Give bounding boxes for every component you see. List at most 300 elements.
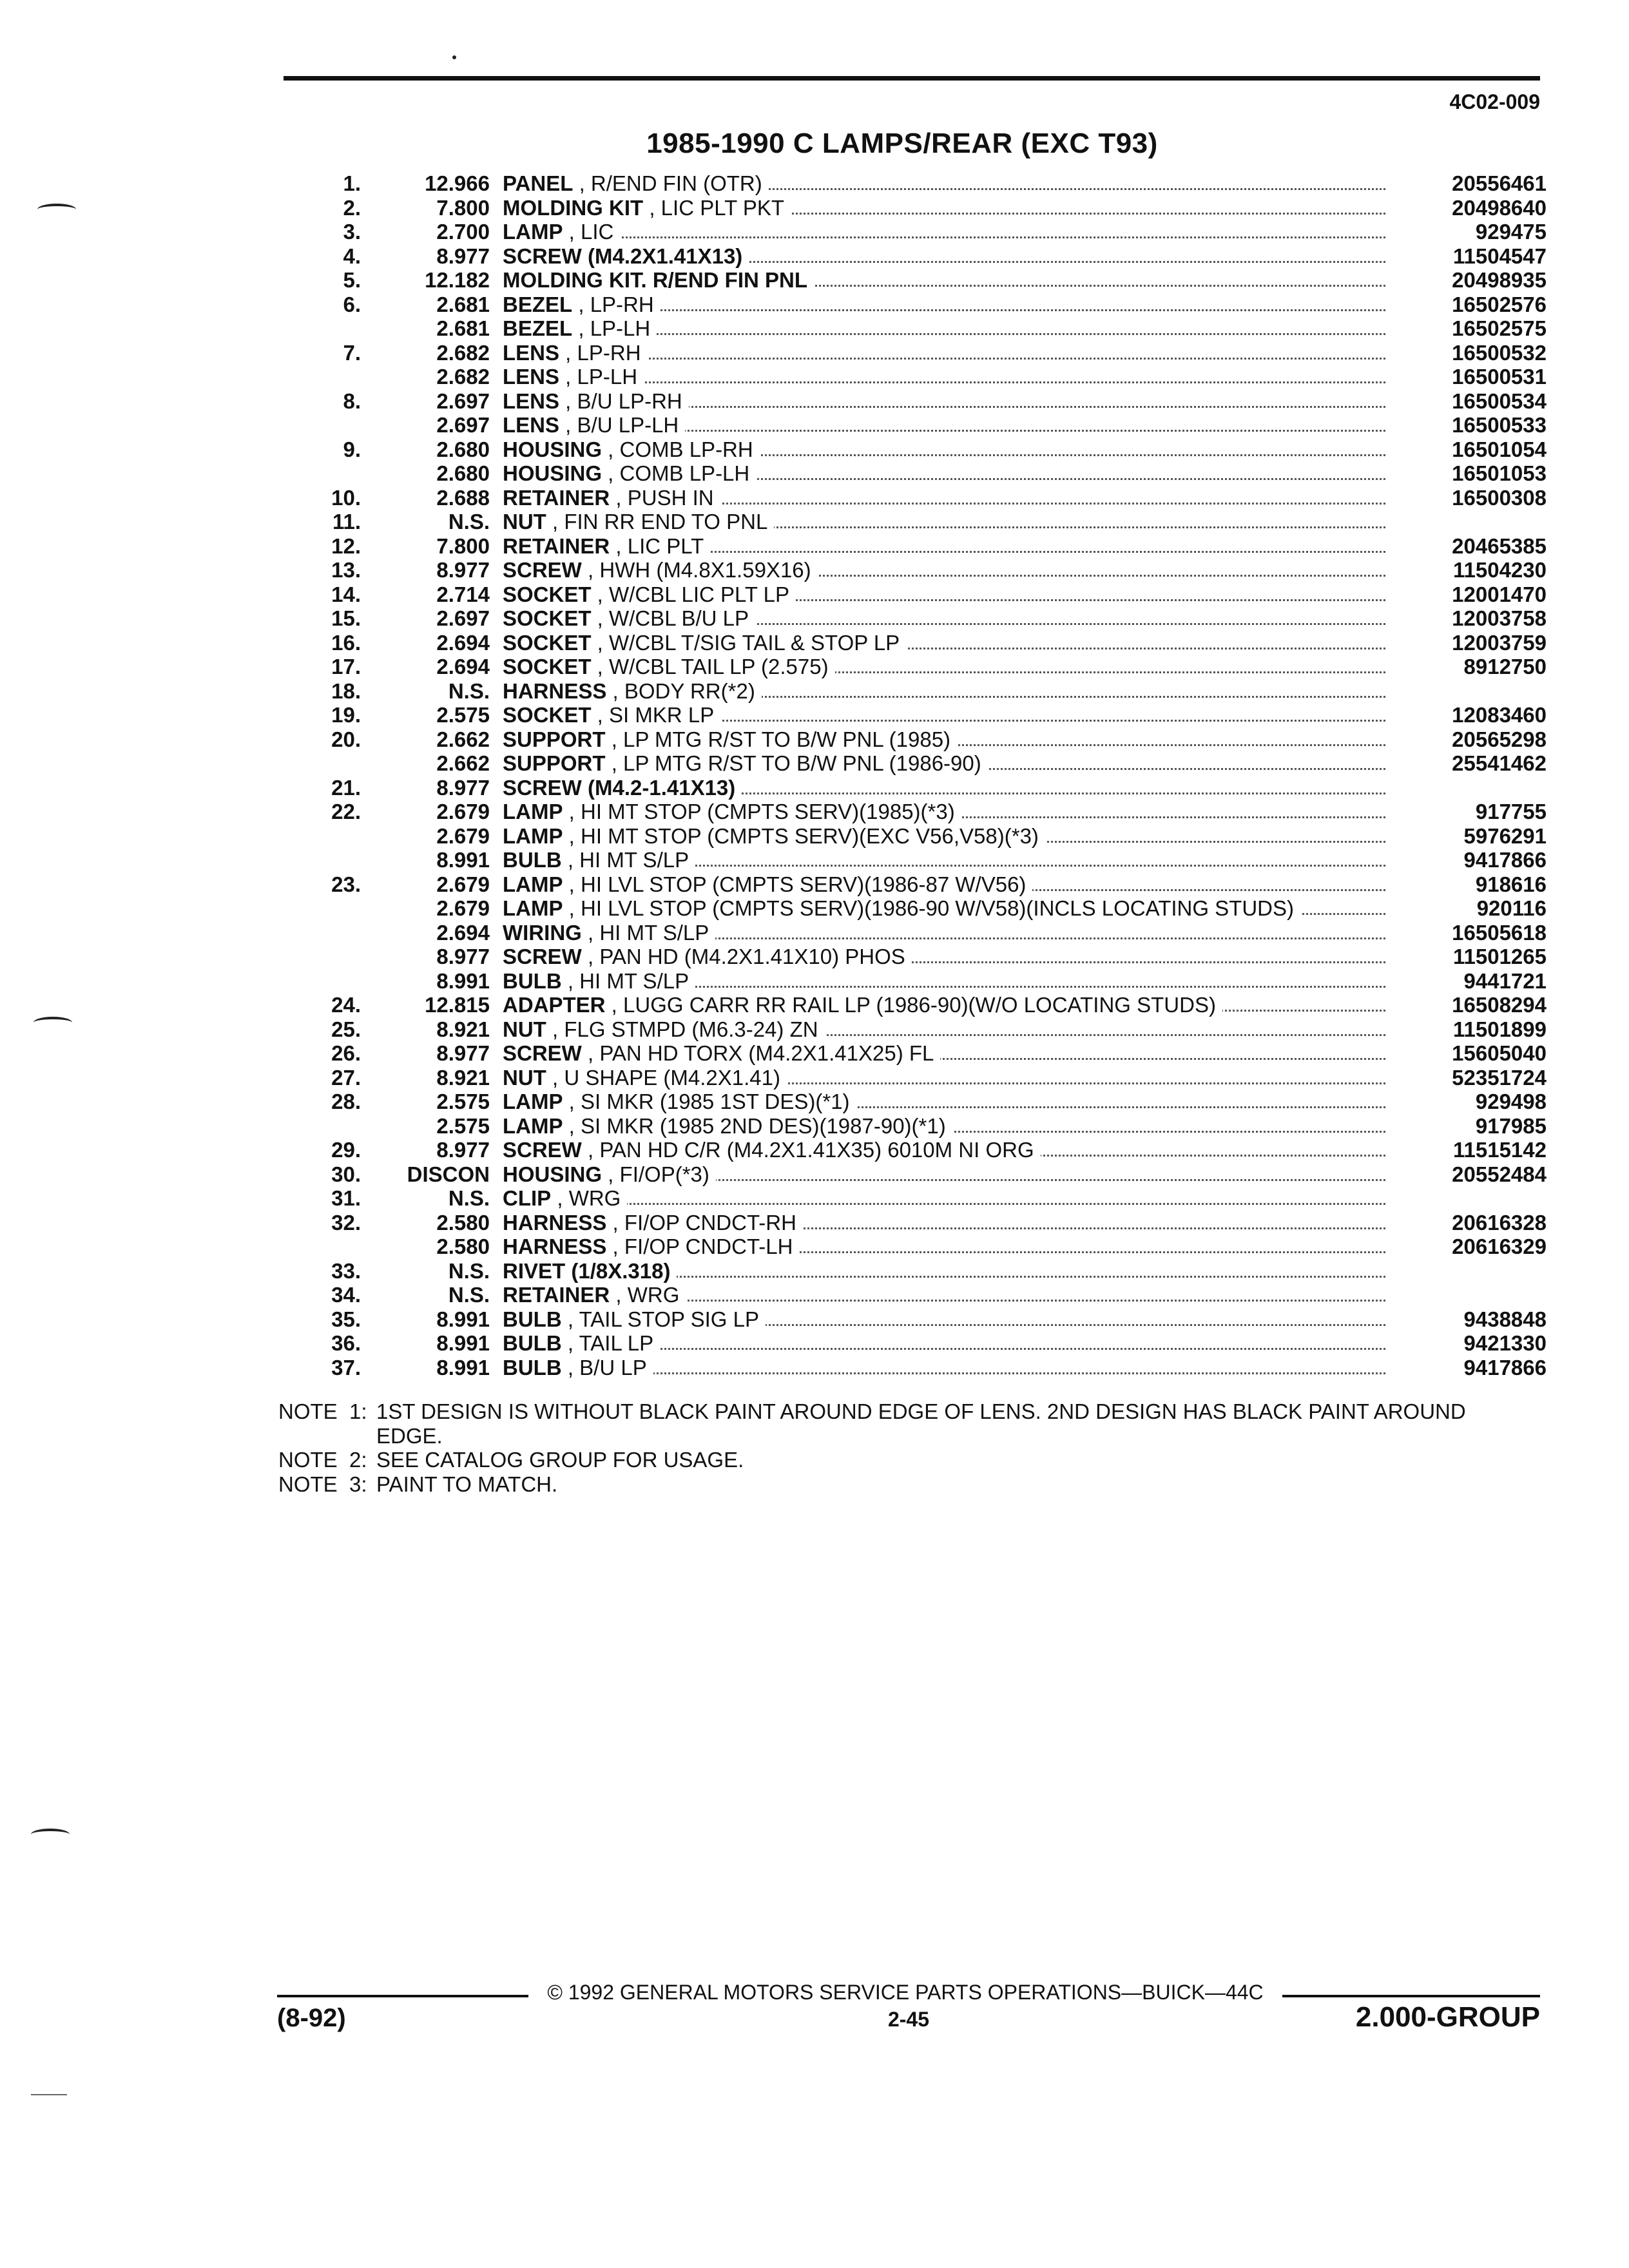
- parts-row: [290, 1331, 1547, 1356]
- parts-row: [290, 461, 1547, 486]
- part-number: 16500308: [1392, 486, 1547, 510]
- group-number: 8.977: [436, 775, 490, 800]
- group-number: 2.681: [436, 292, 490, 316]
- part-number: 918616: [1392, 872, 1547, 897]
- name-separator: ,: [563, 220, 581, 244]
- part-description: [503, 800, 961, 824]
- parts-row: [290, 800, 1547, 824]
- part-description: [503, 341, 648, 365]
- part-description: [503, 896, 1300, 921]
- part-detail: PAN HD (M4.2X1.41X10) PHOS: [599, 945, 905, 968]
- group-number: 12.966: [425, 171, 490, 195]
- part-description: [503, 461, 756, 486]
- part-number: 12003758: [1392, 606, 1547, 631]
- name-separator: ,: [643, 195, 661, 220]
- parts-row: [290, 413, 1547, 437]
- part-description: [503, 389, 689, 414]
- part-name: BEZEL: [503, 316, 573, 340]
- group-number: 7.800: [436, 195, 490, 220]
- name-separator: ,: [559, 413, 577, 437]
- part-description: [503, 1138, 1041, 1162]
- part-name: BULB: [503, 1355, 562, 1379]
- part-detail: HI MT S/LP: [579, 968, 689, 993]
- item-ref-number: 36.: [331, 1331, 361, 1355]
- group-number: 7.800: [436, 533, 490, 558]
- part-detail: TAIL LP: [579, 1331, 654, 1355]
- part-detail: PAN HD TORX (M4.2X1.41X25) FL: [599, 1041, 934, 1065]
- part-name: CLIP: [503, 1186, 552, 1210]
- group-number: 12.815: [425, 993, 490, 1017]
- part-description: [503, 1259, 677, 1283]
- part-name: BULB: [503, 848, 562, 872]
- name-separator: ,: [563, 872, 581, 896]
- note-label: NOTE 3:: [278, 1472, 367, 1496]
- part-name: LENS: [503, 340, 560, 365]
- part-name: SCREW: [503, 945, 582, 968]
- part-number: 20465385: [1392, 534, 1547, 559]
- group-number: 2.679: [436, 823, 490, 848]
- parts-row: [290, 316, 1547, 341]
- item-ref-number: 21.: [331, 775, 361, 800]
- part-description: [503, 848, 695, 872]
- name-separator: ,: [563, 896, 581, 920]
- part-number: 16502575: [1392, 316, 1547, 341]
- group-number: 8.977: [436, 244, 490, 268]
- item-ref-number: 24.: [331, 993, 361, 1017]
- part-description: [503, 413, 685, 437]
- part-description: [503, 776, 742, 800]
- name-separator: ,: [581, 945, 600, 968]
- parts-row: [290, 558, 1547, 582]
- name-separator: ,: [546, 510, 564, 533]
- name-separator: ,: [546, 1065, 564, 1090]
- part-description: [503, 582, 796, 607]
- part-number: 25541462: [1392, 751, 1547, 776]
- parts-row: [290, 993, 1547, 1017]
- part-number: 52351724: [1392, 1066, 1547, 1090]
- part-name: MOLDING KIT: [503, 195, 644, 220]
- part-number: 920116: [1392, 896, 1547, 921]
- note-text: 1ST DESIGN IS WITHOUT BLACK PAINT AROUND EDGE OF LENS. 2ND DESIGN HAS BLACK PAINT AROUND EDGE.: [376, 1399, 1466, 1448]
- part-detail: FI/OP(*3): [619, 1162, 709, 1186]
- part-name: LAMP: [503, 823, 563, 848]
- group-number: 8.921: [436, 1065, 490, 1090]
- parts-row: [290, 969, 1547, 994]
- name-separator: ,: [561, 1355, 580, 1379]
- part-number: 9421330: [1392, 1331, 1547, 1356]
- part-number: 8912750: [1392, 655, 1547, 679]
- page-title: 1985-1990 C LAMPS/REAR (EXC T93): [646, 128, 1158, 159]
- item-ref-number: 22.: [331, 800, 361, 823]
- name-separator: ,: [581, 1138, 600, 1162]
- parts-row: [290, 486, 1547, 510]
- part-name: SOCKET: [503, 703, 592, 727]
- group-number: 2.681: [436, 316, 490, 340]
- part-description: [503, 1307, 766, 1332]
- parts-row: [290, 776, 1547, 800]
- part-description: [503, 703, 720, 727]
- item-ref-number: 25.: [331, 1017, 361, 1041]
- part-description: [503, 1162, 716, 1187]
- part-description: [503, 872, 1032, 897]
- name-separator: ,: [563, 1090, 581, 1113]
- part-number: 20552484: [1392, 1162, 1547, 1187]
- part-name: SCREW (M4.2X1.41X13): [503, 244, 743, 268]
- item-ref-number: 12.: [331, 533, 361, 558]
- group-number: 2.700: [436, 220, 490, 244]
- part-description: [503, 1090, 856, 1114]
- part-detail: LP-LH: [590, 316, 651, 340]
- item-ref-number: 20.: [331, 727, 361, 751]
- group-number: 2.679: [436, 896, 490, 920]
- group-number: 2.575: [436, 1113, 490, 1138]
- part-description: [503, 486, 720, 510]
- group-number: 8.991: [436, 968, 490, 993]
- item-ref-number: 2.: [343, 195, 361, 220]
- note-text: SEE CATALOG GROUP FOR USAGE.: [376, 1448, 744, 1472]
- name-separator: ,: [605, 751, 624, 775]
- part-detail: W/CBL LIC PLT LP: [609, 582, 790, 606]
- name-separator: ,: [606, 1210, 624, 1235]
- group-number: 2.697: [436, 413, 490, 437]
- item-ref-number: 15.: [331, 606, 361, 630]
- parts-row: [290, 1356, 1547, 1380]
- footer-copyright: © 1992 GENERAL MOTORS SERVICE PARTS OPERATIONS—BUICK—44C: [547, 1981, 1264, 2004]
- part-number: 9417866: [1392, 1356, 1547, 1380]
- part-number: 20616329: [1392, 1235, 1547, 1259]
- parts-row: [290, 1114, 1547, 1139]
- item-ref-number: 32.: [331, 1210, 361, 1235]
- parts-row: [290, 534, 1547, 559]
- part-number: 9438848: [1392, 1307, 1547, 1332]
- page-code: 4C02-009: [1449, 90, 1540, 113]
- name-separator: ,: [572, 316, 590, 340]
- part-number: 11515142: [1392, 1138, 1547, 1162]
- item-ref-number: 14.: [331, 582, 361, 606]
- part-number: 917985: [1392, 1114, 1547, 1139]
- group-number: N.S.: [448, 678, 490, 703]
- group-number: 2.714: [436, 582, 490, 606]
- part-detail: LP MTG R/ST TO B/W PNL (1985): [623, 727, 951, 751]
- binder-hole-mark: [31, 1829, 70, 1840]
- name-separator: ,: [581, 558, 600, 582]
- parts-row: [290, 945, 1547, 969]
- item-ref-number: 10.: [331, 485, 361, 510]
- item-ref-number: 4.: [343, 244, 361, 268]
- part-description: [503, 631, 906, 655]
- group-number: 2.580: [436, 1235, 490, 1258]
- part-name: LENS: [503, 413, 560, 437]
- part-number: 20565298: [1392, 727, 1547, 752]
- dot-leader: [503, 1186, 1385, 1205]
- part-description: [503, 945, 912, 969]
- part-number: 11504230: [1392, 558, 1547, 582]
- parts-row: [290, 293, 1547, 317]
- part-detail: LP-RH: [590, 292, 654, 316]
- name-separator: ,: [606, 678, 624, 703]
- part-detail: HI MT STOP (CMPTS SERV)(EXC V56,V58)(*3): [581, 823, 1039, 848]
- part-name: RIVET (1/8X.318): [503, 1258, 671, 1283]
- part-detail: WRG: [568, 1186, 621, 1210]
- parts-row: [290, 341, 1547, 365]
- group-number: 2.682: [436, 365, 490, 389]
- part-number: 12083460: [1392, 703, 1547, 727]
- part-description: [503, 558, 818, 582]
- item-ref-number: 27.: [331, 1065, 361, 1090]
- item-ref-number: 6.: [343, 292, 361, 316]
- part-detail: LP-RH: [577, 340, 641, 365]
- part-name: SOCKET: [503, 655, 592, 678]
- name-separator: ,: [563, 800, 581, 823]
- part-description: [503, 1283, 686, 1307]
- part-description: [503, 268, 814, 293]
- part-number: 16508294: [1392, 993, 1547, 1017]
- group-number: 2.575: [436, 1090, 490, 1113]
- name-separator: ,: [561, 968, 580, 993]
- parts-row: [290, 365, 1547, 389]
- name-separator: ,: [606, 1235, 624, 1258]
- part-detail: SI MKR (1985 1ST DES)(*1): [581, 1090, 850, 1113]
- parts-row: [290, 171, 1547, 196]
- parts-row: [290, 631, 1547, 655]
- part-description: [503, 510, 774, 534]
- group-number: N.S.: [448, 1283, 490, 1307]
- part-number: 12001470: [1392, 582, 1547, 607]
- name-separator: ,: [602, 461, 620, 485]
- part-number: 12003759: [1392, 631, 1547, 655]
- part-detail: LP MTG R/ST TO B/W PNL (1986-90): [623, 751, 981, 775]
- name-separator: ,: [563, 1113, 581, 1138]
- part-name: PANEL: [503, 171, 574, 195]
- name-separator: ,: [610, 485, 628, 510]
- name-separator: ,: [591, 606, 610, 630]
- parts-row: [290, 703, 1547, 727]
- note-label: NOTE 2:: [278, 1448, 367, 1472]
- parts-row: [290, 437, 1547, 462]
- item-ref-number: 11.: [332, 510, 361, 533]
- part-number: 20498640: [1392, 196, 1547, 220]
- name-separator: ,: [559, 340, 577, 365]
- parts-row: [290, 1017, 1547, 1042]
- part-name: HOUSING: [503, 437, 602, 461]
- part-name: HOUSING: [503, 1162, 602, 1186]
- item-ref-number: 29.: [331, 1138, 361, 1162]
- group-number: 2.694: [436, 630, 490, 655]
- parts-row: [290, 606, 1547, 631]
- part-name: SUPPORT: [503, 727, 606, 751]
- dot-leader: [503, 220, 1385, 238]
- note-item: [278, 1448, 1541, 1472]
- note-item: [278, 1399, 1541, 1448]
- item-ref-number: 37.: [331, 1355, 361, 1379]
- part-detail: W/CBL T/SIG TAIL & STOP LP: [609, 630, 900, 655]
- part-description: [503, 1186, 627, 1211]
- parts-row: [290, 244, 1547, 269]
- parts-row: [290, 848, 1547, 872]
- parts-row: [290, 1138, 1547, 1162]
- footer-page-number: 2-45: [887, 2008, 930, 2031]
- group-number: 2.679: [436, 872, 490, 896]
- print-speck: [452, 55, 456, 59]
- part-name: SUPPORT: [503, 751, 606, 775]
- parts-row: [290, 679, 1547, 704]
- group-number: DISCON: [407, 1162, 490, 1186]
- part-number: 16500532: [1392, 341, 1547, 365]
- part-description: [503, 679, 762, 704]
- part-name: SOCKET: [503, 630, 592, 655]
- name-separator: ,: [559, 389, 577, 413]
- part-name: ADAPTER: [503, 993, 606, 1017]
- name-separator: ,: [591, 630, 610, 655]
- name-separator: ,: [605, 993, 624, 1017]
- part-detail: COMB LP-LH: [619, 461, 750, 485]
- part-number: 11504547: [1392, 244, 1547, 269]
- part-detail: W/CBL B/U LP: [609, 606, 749, 630]
- group-number: 8.977: [436, 1041, 490, 1065]
- part-detail: PUSH IN: [627, 485, 714, 510]
- part-name: LAMP: [503, 872, 563, 896]
- name-separator: ,: [581, 920, 600, 945]
- part-description: [503, 437, 760, 462]
- part-description: [503, 969, 695, 994]
- part-description: [503, 244, 749, 269]
- part-number: 16500531: [1392, 365, 1547, 389]
- part-detail: HWH (M4.8X1.59X16): [599, 558, 811, 582]
- part-detail: SI MKR LP: [609, 703, 715, 727]
- part-description: [503, 606, 755, 631]
- part-detail: B/U LP-LH: [577, 413, 679, 437]
- name-separator: ,: [561, 1307, 579, 1331]
- part-description: [503, 751, 988, 776]
- name-separator: ,: [563, 823, 581, 848]
- part-description: [503, 1356, 653, 1380]
- part-number: 20556461: [1392, 171, 1547, 196]
- parts-row: [290, 1066, 1547, 1090]
- binder-hole-mark: [37, 204, 76, 215]
- part-description: [503, 993, 1222, 1017]
- name-separator: ,: [559, 365, 577, 389]
- item-ref-number: 13.: [331, 558, 361, 582]
- part-name: NUT: [503, 1065, 546, 1090]
- part-name: LAMP: [503, 1113, 563, 1138]
- item-ref-number: 35.: [331, 1307, 361, 1331]
- part-name: HOUSING: [503, 461, 602, 485]
- part-name: HARNESS: [503, 678, 607, 703]
- part-detail: FI/OP CNDCT-RH: [624, 1210, 796, 1235]
- parts-row: [290, 751, 1547, 776]
- part-name: RETAINER: [503, 485, 610, 510]
- parts-row: [290, 1090, 1547, 1114]
- parts-row: [290, 727, 1547, 752]
- part-detail: PAN HD C/R (M4.2X1.41X35) 6010M NI ORG: [599, 1138, 1034, 1162]
- part-description: [503, 1235, 799, 1259]
- item-ref-number: 5.: [343, 268, 361, 292]
- name-separator: ,: [561, 848, 580, 872]
- part-name: SOCKET: [503, 582, 592, 606]
- item-ref-number: 18.: [331, 678, 361, 703]
- part-number: 16505618: [1392, 921, 1547, 945]
- group-number: 2.682: [436, 340, 490, 365]
- parts-row: [290, 510, 1547, 534]
- name-separator: ,: [546, 1017, 564, 1041]
- part-number: 16501053: [1392, 461, 1547, 486]
- name-separator: ,: [551, 1186, 569, 1210]
- part-number: 11501265: [1392, 945, 1547, 969]
- part-detail: FI/OP CNDCT-LH: [624, 1235, 793, 1258]
- part-detail: BODY RR(*2): [624, 678, 755, 703]
- name-separator: ,: [573, 171, 591, 195]
- part-number: 16502576: [1392, 293, 1547, 317]
- footer-date-code: (8-92): [277, 2004, 346, 2032]
- part-number: 9417866: [1392, 848, 1547, 872]
- parts-row: [290, 872, 1547, 897]
- name-separator: ,: [581, 1041, 600, 1065]
- part-name: LENS: [503, 365, 560, 389]
- part-name: NUT: [503, 1017, 546, 1041]
- name-separator: ,: [610, 1283, 628, 1307]
- item-ref-number: 31.: [331, 1186, 361, 1210]
- part-number: 11501899: [1392, 1017, 1547, 1042]
- group-number: 8.977: [436, 945, 490, 968]
- group-number: 8.991: [436, 1307, 490, 1331]
- footer-rule-right: [1282, 1995, 1540, 1997]
- group-number: 8.977: [436, 1138, 490, 1162]
- part-detail: LIC PLT PKT: [660, 195, 785, 220]
- part-number: 15605040: [1392, 1041, 1547, 1066]
- part-detail: B/U LP: [579, 1355, 647, 1379]
- part-detail: SI MKR (1985 2ND DES)(1987-90)(*1): [581, 1113, 946, 1138]
- item-ref-number: 28.: [331, 1090, 361, 1113]
- item-ref-number: 8.: [343, 389, 361, 413]
- parts-row: [290, 268, 1547, 293]
- item-ref-number: 9.: [343, 437, 361, 461]
- part-detail: LIC: [581, 220, 614, 244]
- part-description: [503, 1211, 803, 1235]
- part-detail: TAIL STOP SIG LP: [579, 1307, 759, 1331]
- parts-row: [290, 1041, 1547, 1066]
- item-ref-number: 7.: [343, 340, 361, 365]
- footer-group-label: 2.000-GROUP: [1355, 2001, 1540, 2033]
- part-name: SCREW (M4.2-1.41X13): [503, 775, 736, 800]
- part-detail: FIN RR END TO PNL: [564, 510, 768, 533]
- part-description: [503, 316, 657, 341]
- item-ref-number: 19.: [331, 703, 361, 727]
- group-number: 8.977: [436, 558, 490, 582]
- part-name: BULB: [503, 968, 562, 993]
- part-number: 929475: [1392, 220, 1547, 244]
- parts-row: [290, 1307, 1547, 1332]
- part-description: [503, 727, 957, 752]
- part-name: LAMP: [503, 1090, 563, 1113]
- note-label: NOTE 1:: [278, 1399, 367, 1423]
- part-detail: LUGG CARR RR RAIL LP (1986-90)(W/O LOCATING STUDS): [623, 993, 1216, 1017]
- group-number: 2.580: [436, 1210, 490, 1235]
- part-description: [503, 1066, 787, 1090]
- part-name: NUT: [503, 510, 546, 533]
- part-name: WIRING: [503, 920, 582, 945]
- edge-mark: [31, 2094, 67, 2095]
- part-name: SCREW: [503, 558, 582, 582]
- group-number: N.S.: [448, 1258, 490, 1283]
- part-detail: W/CBL TAIL LP (2.575): [609, 655, 829, 678]
- name-separator: ,: [610, 533, 628, 558]
- part-detail: R/END FIN (OTR): [590, 171, 762, 195]
- name-separator: ,: [591, 582, 610, 606]
- part-name: SOCKET: [503, 606, 592, 630]
- part-name: SCREW: [503, 1041, 582, 1065]
- group-number: 2.694: [436, 920, 490, 945]
- group-number: 2.697: [436, 389, 490, 413]
